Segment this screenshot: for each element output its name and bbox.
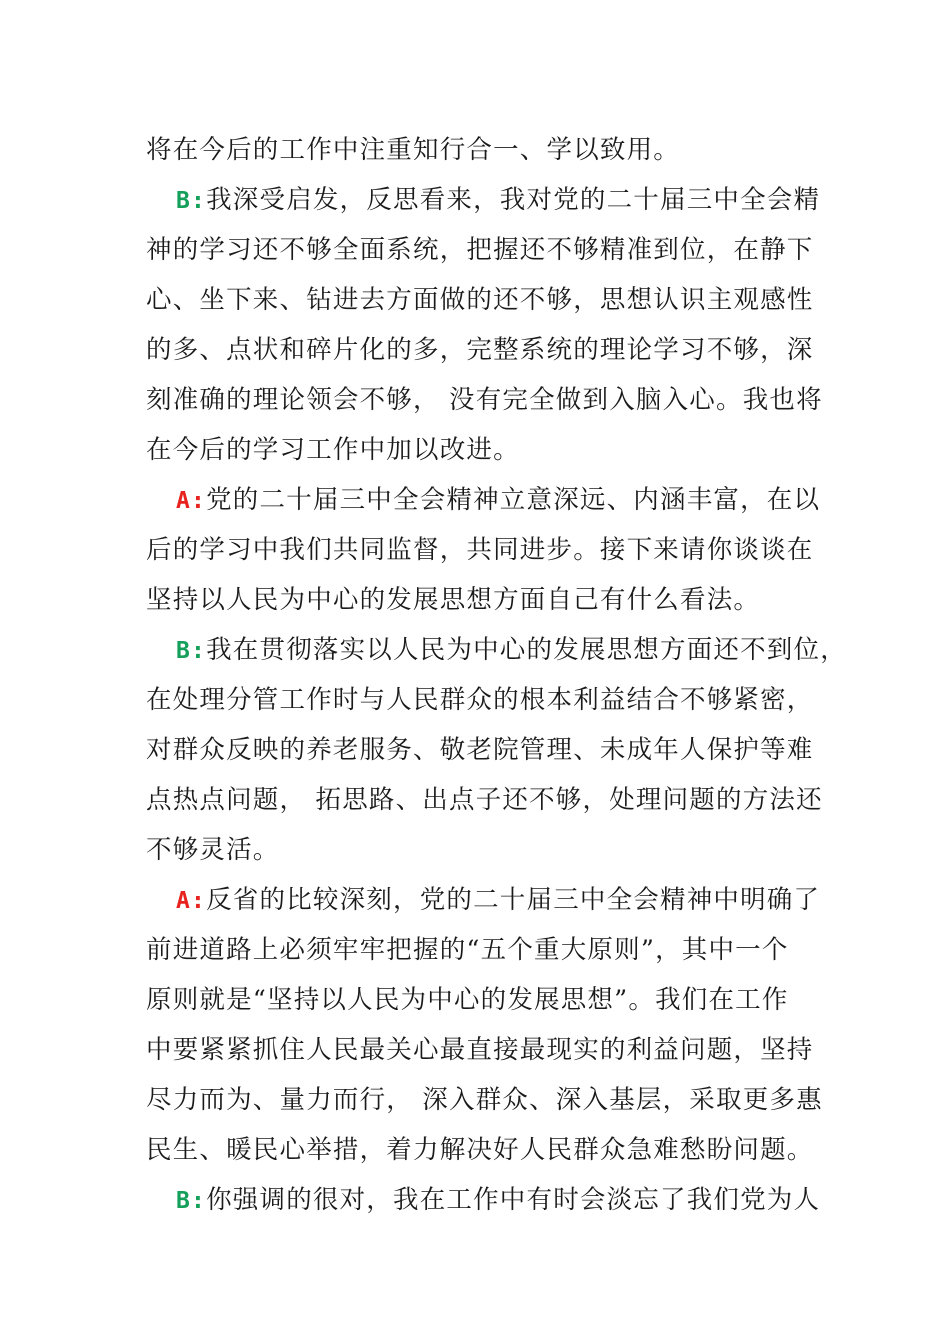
text-line: 尽力而为、量力而行， 深入群众、深入基层，采取更多惠 [146, 1085, 823, 1115]
text-line: 对群众反映的养老服务、敬老院管理、未成年人保护等难 [146, 735, 814, 765]
dialogue-line-a: A:反省的比较深刻，党的二十届三中全会精神中明确了 [176, 885, 821, 915]
text-line: 将在今后的工作中注重知行合一、学以致用。 [146, 135, 681, 165]
text-line: 前进道路上必须牢牢把握的“五个重大原则”，其中一个 [146, 935, 789, 965]
text-line: 不够灵活。 [146, 835, 280, 865]
speaker-b-label: B: [176, 638, 207, 664]
dialogue-line-b: B:我在贯彻落实以人民为中心的发展思想方面还不到位， [176, 635, 847, 665]
text-line: 原则就是“坚持以人民为中心的发展思想”。我们在工作 [146, 985, 789, 1015]
speaker-b-label: B: [176, 188, 207, 214]
dialogue-line-b: B:你强调的很对，我在工作中有时会淡忘了我们党为人 [176, 1185, 821, 1215]
speaker-a-label: A: [176, 888, 207, 914]
dialogue-line-a: A:党的二十届三中全会精神立意深远、内涵丰富，在以 [176, 485, 821, 515]
text-line: 坚持以人民为中心的发展思想方面自己有什么看法。 [146, 585, 761, 615]
text-line: 后的学习中我们共同监督，共同进步。接下来请你谈谈在 [146, 535, 814, 565]
text-line: 神的学习还不够全面系统，把握还不够精准到位，在静下 [146, 235, 814, 265]
text-line: 点热点问题， 拓思路、出点子还不够，处理问题的方法还 [146, 785, 823, 815]
text-line: 心、坐下来、钻进去方面做的还不够，思想认识主观感性 [146, 285, 814, 315]
speaker-a-label: A: [176, 488, 207, 514]
text-line: 在今后的学习工作中加以改进。 [146, 435, 520, 465]
text-line: 刻准确的理论领会不够， 没有完全做到入脑入心。我也将 [146, 385, 823, 415]
dialogue-line-b: B:我深受启发，反思看来，我对党的二十届三中全会精 [176, 185, 821, 215]
text-line: 在处理分管工作时与人民群众的根本利益结合不够紧密， [146, 685, 814, 715]
text-line: 的多、点状和碎片化的多，完整系统的理论学习不够，深 [146, 335, 814, 365]
text-line: 民生、暖民心举措，着力解决好人民群众急难愁盼问题。 [146, 1135, 814, 1165]
text-line: 中要紧紧抓住人民最关心最直接最现实的利益问题，坚持 [146, 1035, 814, 1065]
speaker-b-label: B: [176, 1188, 207, 1214]
